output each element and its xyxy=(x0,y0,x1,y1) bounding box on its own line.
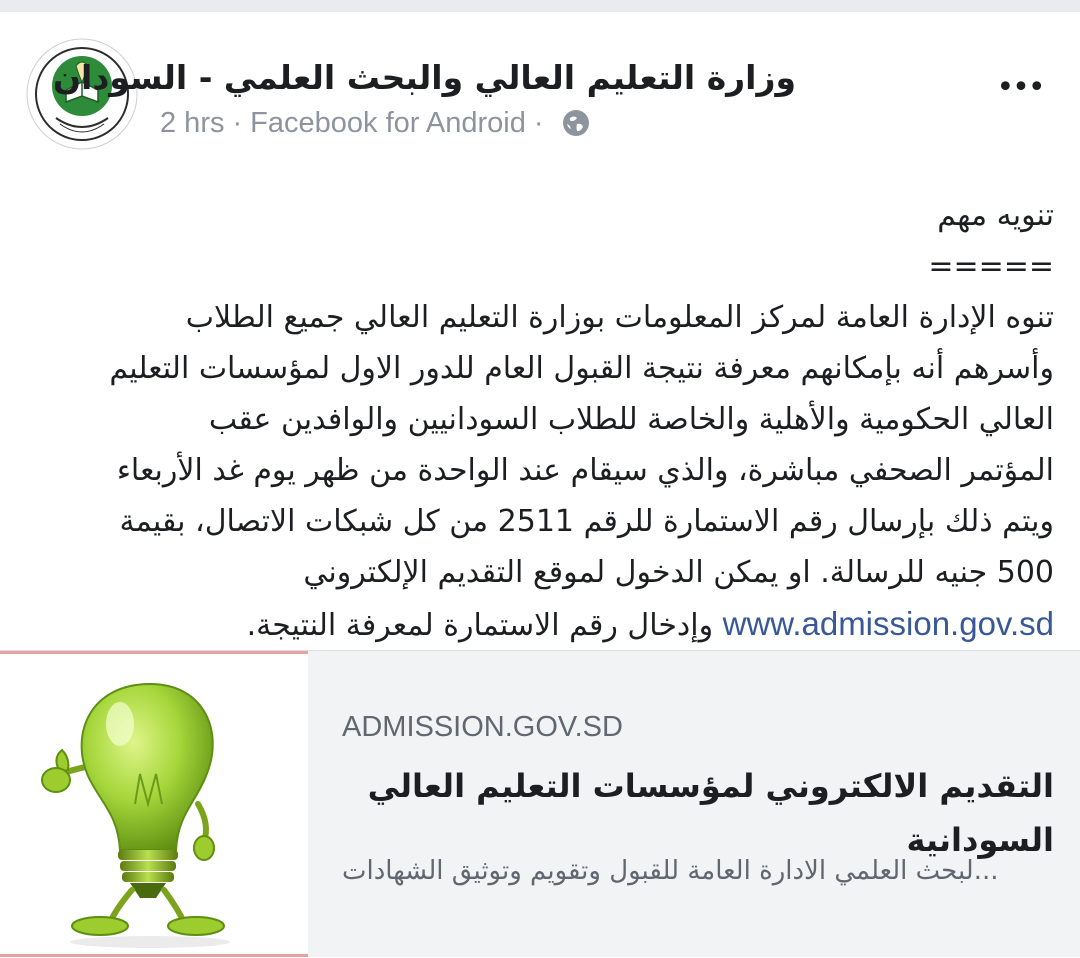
post-line: العالي الحكومية والأهلية والخاصة للطلاب السودانيين والوافدين عقب xyxy=(208,402,1054,437)
post-body xyxy=(14,190,1054,649)
post-line: تنويه مهم xyxy=(937,198,1054,233)
post-line: ويتم ذلك بإرسال رقم الاستمارة للرقم 2511 من كل شبكات الاتصال، بقيمة xyxy=(119,504,1054,539)
globe-icon xyxy=(562,109,590,137)
admission-link[interactable]: www.admission.gov.sd xyxy=(722,605,1054,642)
post-line: المؤتمر الصحفي مباشرة، والذي سيقام عند الواحدة من ظهر يوم غد الأربعاء xyxy=(116,453,1054,488)
post-line: وأسرهم أنه بإمكانهم معرفة نتيجة القبول العام للدور الاول لمؤسسات التعليم xyxy=(109,351,1054,386)
post-line: 500 جنيه للرسالة. او يمكن الدخول لموقع التقديم الإلكتروني xyxy=(303,555,1054,590)
post-line: تنوه الإدارة العامة لمركز المعلومات بوزارة التعليم العالي جميع الطلاب xyxy=(185,300,1054,335)
post-time[interactable]: 2 hrs xyxy=(160,106,225,139)
page-name[interactable]: وزارة التعليم العالي والبحث العلمي - السودان xyxy=(52,58,796,97)
card-title-line: السودانية xyxy=(906,821,1054,859)
link-preview-card[interactable] xyxy=(0,650,1080,957)
post-line: ===== xyxy=(928,249,1054,284)
lightbulb-character-icon xyxy=(0,654,308,954)
post-line-last xyxy=(14,598,1054,649)
post-meta xyxy=(160,102,590,144)
feed-top-divider xyxy=(0,0,1080,12)
post-source: Facebook for Android xyxy=(250,106,526,139)
card-description: ...لبحث العلمي الادارة العامة للقبول وتقويم وتوثيق الشهادات xyxy=(342,856,999,886)
more-options-button[interactable] xyxy=(990,68,1050,108)
card-thumbnail xyxy=(0,651,308,957)
card-domain: ADMISSION.GOV.SD xyxy=(342,711,623,743)
meta-separator-2: · xyxy=(533,106,544,139)
card-title[interactable] xyxy=(334,759,1054,867)
more-dots-icon: ••• xyxy=(996,70,1044,105)
meta-separator: · xyxy=(232,106,243,139)
card-title-line: التقديم الالكتروني لمؤسسات التعليم العالي xyxy=(367,767,1054,805)
post-line-last-text: وإدخال رقم الاستمارة لمعرفة النتيجة. xyxy=(246,608,714,643)
